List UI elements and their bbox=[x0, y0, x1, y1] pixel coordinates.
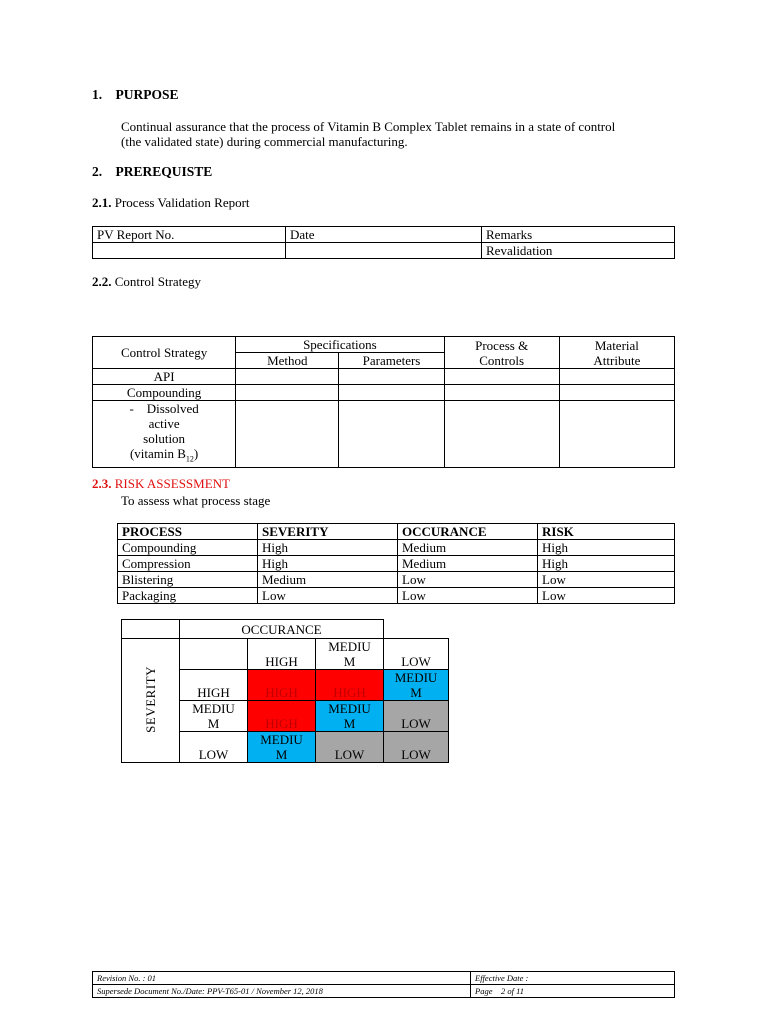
page-label: Page bbox=[475, 986, 493, 996]
document-footer bbox=[92, 971, 675, 998]
section-number: 2. bbox=[92, 164, 103, 179]
table-cell bbox=[444, 369, 559, 385]
row-header-high: HIGH bbox=[180, 670, 248, 701]
occurance-axis-label: OCCURANCE bbox=[180, 620, 384, 639]
section-2-heading bbox=[92, 164, 212, 180]
matrix-cell-medium-high: HIGH bbox=[248, 701, 316, 732]
matrix-cell-low-low: LOW bbox=[384, 732, 449, 763]
risk-assessment-subtitle: To assess what process stage bbox=[121, 493, 271, 508]
table-cell bbox=[339, 369, 444, 385]
table-cell: High bbox=[258, 556, 398, 572]
table-header-cell: Date bbox=[286, 227, 482, 243]
section-title: Control Strategy bbox=[114, 274, 202, 289]
table-row bbox=[93, 337, 675, 353]
table-cell: Medium bbox=[398, 540, 538, 556]
section-number: 2.2. bbox=[92, 274, 112, 289]
risk-assessment-table bbox=[117, 523, 675, 604]
table-cell bbox=[93, 243, 286, 259]
parameters-header: Parameters bbox=[339, 353, 444, 369]
matrix-cell-high-high: HIGH bbox=[248, 670, 316, 701]
matrix-cell-low-medium: LOW bbox=[316, 732, 384, 763]
table-cell bbox=[236, 369, 339, 385]
table-header-cell: Remarks bbox=[482, 227, 675, 243]
table-cell bbox=[559, 401, 674, 468]
section-1-heading bbox=[92, 87, 179, 103]
table-cell bbox=[339, 401, 444, 468]
table-header-cell: SEVERITY bbox=[258, 524, 398, 540]
matrix-corner bbox=[122, 620, 180, 639]
table-row bbox=[118, 556, 675, 572]
risk-matrix bbox=[121, 619, 449, 763]
table-cell: High bbox=[538, 540, 675, 556]
header-line: Material bbox=[594, 337, 639, 353]
table-cell: Medium bbox=[398, 556, 538, 572]
table-cell: Compounding bbox=[118, 540, 258, 556]
matrix-cell-high-low bbox=[384, 670, 449, 701]
table-cell: Low bbox=[538, 588, 675, 604]
section-2-3-heading bbox=[92, 476, 230, 492]
table-row bbox=[93, 972, 675, 985]
table-row bbox=[118, 540, 675, 556]
matrix-cell-medium-low: LOW bbox=[384, 701, 449, 732]
matrix-blank-cell bbox=[180, 639, 248, 670]
table-cell bbox=[339, 385, 444, 401]
table-row bbox=[93, 243, 675, 259]
col-header-medium bbox=[316, 639, 384, 670]
process-controls-header bbox=[444, 337, 559, 369]
matrix-cell-low-high bbox=[248, 732, 316, 763]
section-number: 2.1. bbox=[92, 195, 112, 210]
control-strategy-header: Control Strategy bbox=[93, 337, 236, 369]
method-header: Method bbox=[236, 353, 339, 369]
severity-axis-cell bbox=[122, 639, 180, 763]
table-cell: Low bbox=[398, 572, 538, 588]
section-number: 2.3. bbox=[92, 476, 112, 491]
table-cell: High bbox=[538, 556, 675, 572]
table-cell bbox=[559, 369, 674, 385]
purpose-text-line-1: Continual assurance that the process of Vitamin B Complex Tablet remains in a state of control bbox=[121, 119, 616, 134]
label-line: M bbox=[207, 716, 220, 731]
cell-line: Dissolved bbox=[146, 401, 199, 416]
revision-number: Revision No. : 01 bbox=[93, 972, 471, 985]
table-cell: Blistering bbox=[118, 572, 258, 588]
label-line: M bbox=[275, 747, 288, 762]
table-header-cell: OCCURANCE bbox=[398, 524, 538, 540]
table-row bbox=[93, 227, 675, 243]
label-line: MEDIU bbox=[394, 670, 438, 685]
supersede-document: Supersede Document No./Date: PPV-T65-01 / November 12, 2018 bbox=[93, 985, 471, 998]
table-cell bbox=[236, 401, 339, 468]
table-row bbox=[118, 572, 675, 588]
label-line: MEDIU bbox=[328, 639, 371, 654]
label-line: M bbox=[343, 716, 356, 731]
section-title: PURPOSE bbox=[115, 87, 179, 102]
label-line: M bbox=[410, 685, 422, 700]
section-title: PREREQUISTE bbox=[115, 164, 213, 179]
table-cell: Low bbox=[538, 572, 675, 588]
table-cell: Revalidation bbox=[482, 243, 675, 259]
section-number: 1. bbox=[92, 87, 103, 102]
effective-date: Effective Date : bbox=[471, 972, 675, 985]
table-cell bbox=[236, 385, 339, 401]
section-2-2-heading bbox=[92, 274, 201, 290]
cell-line: (vitamin B bbox=[129, 446, 186, 461]
table-header-cell: RISK bbox=[538, 524, 675, 540]
table-cell: Compounding bbox=[93, 385, 236, 401]
cell-line: solution bbox=[143, 431, 186, 446]
table-cell bbox=[444, 401, 559, 468]
matrix-cell-medium-medium bbox=[316, 701, 384, 732]
pv-report-table bbox=[92, 226, 675, 259]
page-number bbox=[471, 985, 675, 998]
matrix-cell-high-medium: HIGH bbox=[316, 670, 384, 701]
table-cell: Packaging bbox=[118, 588, 258, 604]
col-header-low: LOW bbox=[384, 639, 449, 670]
subscript: 12 bbox=[185, 454, 194, 464]
table-header-cell: PV Report No. bbox=[93, 227, 286, 243]
control-strategy-table bbox=[92, 336, 675, 468]
header-line: Controls bbox=[479, 352, 525, 368]
section-title: RISK ASSESSMENT bbox=[114, 476, 230, 491]
page-value: 2 of 11 bbox=[500, 986, 524, 996]
specifications-header: Specifications bbox=[236, 337, 444, 353]
dash: - bbox=[129, 401, 134, 416]
col-header-high: HIGH bbox=[248, 639, 316, 670]
cell-line: active bbox=[148, 416, 180, 431]
label-line: MEDIU bbox=[260, 732, 303, 747]
table-header-cell: PROCESS bbox=[118, 524, 258, 540]
table-cell: High bbox=[258, 540, 398, 556]
severity-axis-label: SEVERITY bbox=[143, 665, 158, 733]
section-title: Process Validation Report bbox=[114, 195, 250, 210]
row-header-low: LOW bbox=[180, 732, 248, 763]
table-row bbox=[122, 620, 449, 639]
table-cell: API bbox=[93, 369, 236, 385]
row-header-medium bbox=[180, 701, 248, 732]
table-row bbox=[93, 385, 675, 401]
table-cell: Compression bbox=[118, 556, 258, 572]
table-row bbox=[122, 639, 449, 670]
material-attribute-header bbox=[559, 337, 674, 369]
table-row bbox=[93, 401, 675, 468]
table-cell: Low bbox=[398, 588, 538, 604]
table-cell: Medium bbox=[258, 572, 398, 588]
label-line: MEDIU bbox=[328, 701, 371, 716]
table-cell bbox=[286, 243, 482, 259]
table-row bbox=[93, 985, 675, 998]
purpose-text-line-2: (the validated state) during commercial manufacturing. bbox=[121, 134, 408, 149]
table-row bbox=[118, 588, 675, 604]
table-row bbox=[118, 524, 675, 540]
header-line: Attribute bbox=[593, 352, 641, 368]
header-line: Process & bbox=[475, 337, 529, 353]
label-line: M bbox=[343, 654, 356, 669]
cell-line: ) bbox=[193, 446, 199, 461]
table-cell: Low bbox=[258, 588, 398, 604]
dissolved-solution-cell bbox=[93, 401, 236, 468]
table-cell bbox=[444, 385, 559, 401]
label-line: MEDIU bbox=[192, 701, 235, 716]
section-2-1-heading bbox=[92, 195, 250, 211]
table-row bbox=[93, 369, 675, 385]
table-cell bbox=[559, 385, 674, 401]
